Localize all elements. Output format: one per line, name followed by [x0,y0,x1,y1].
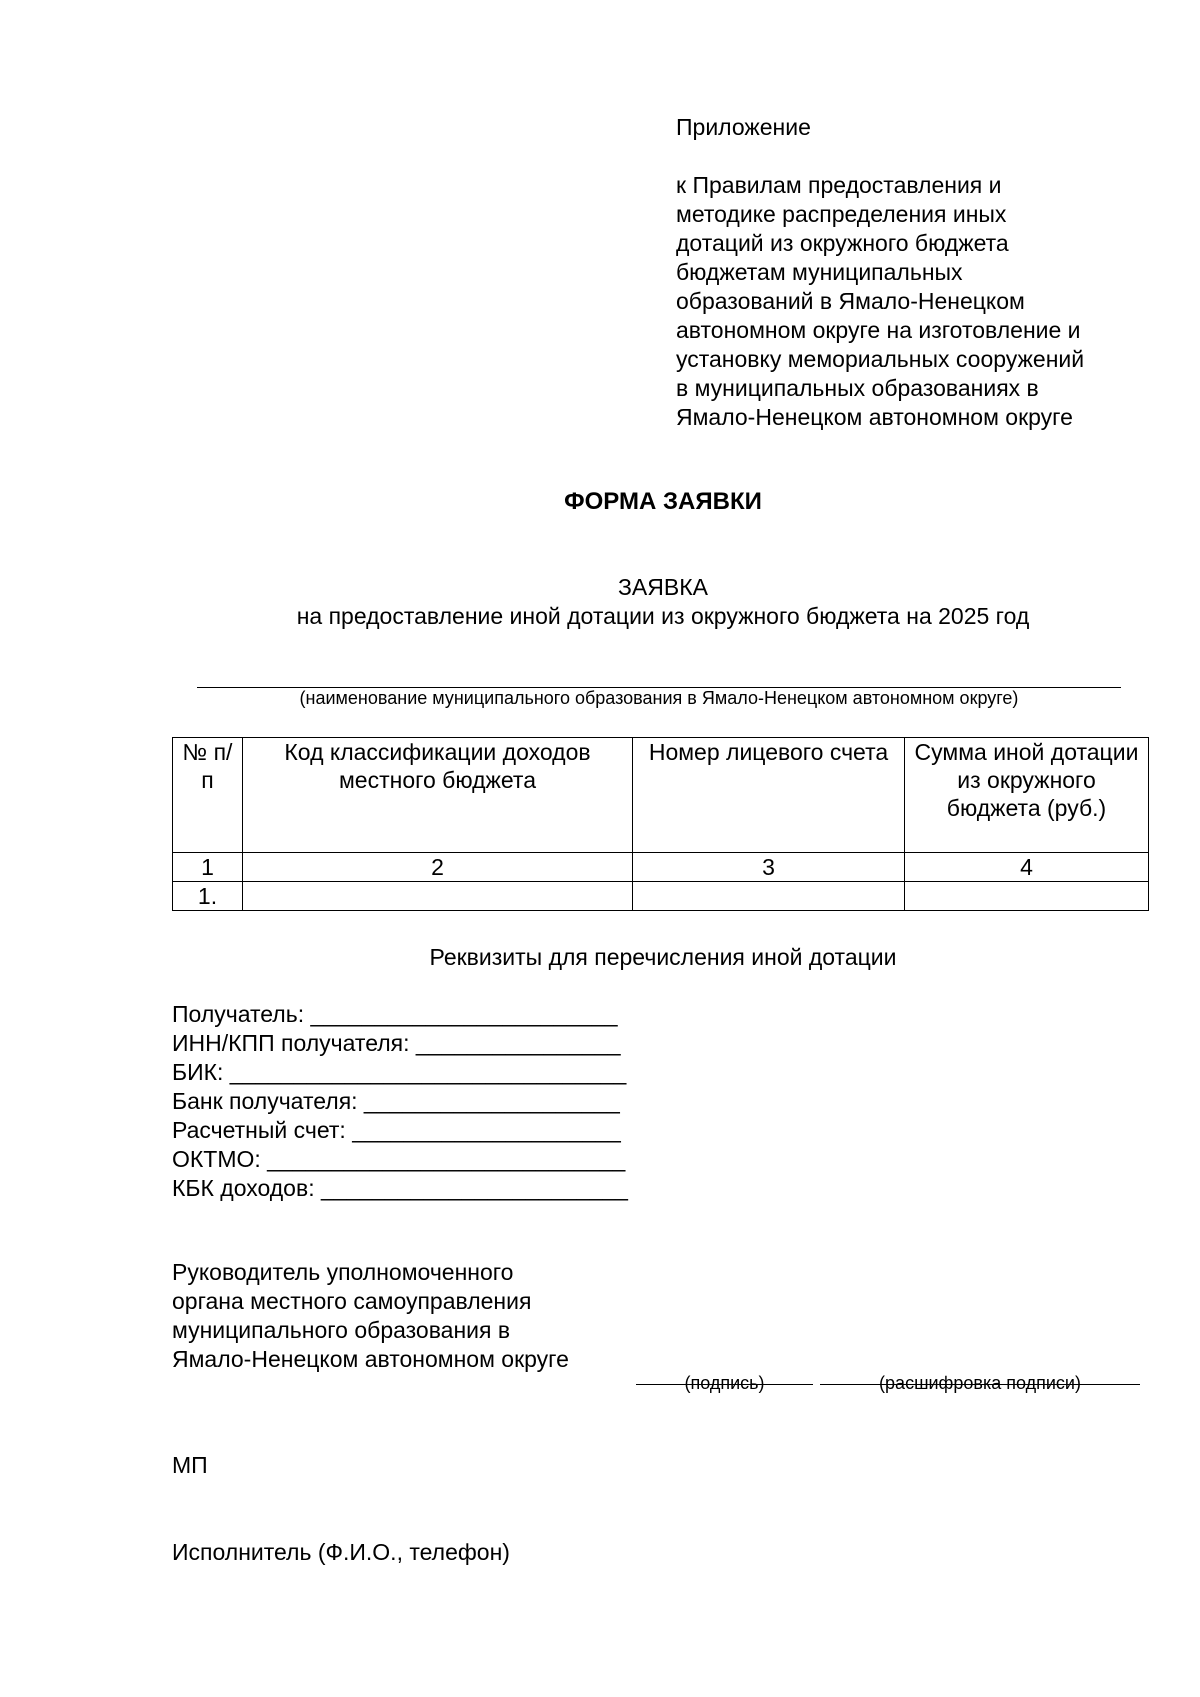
column-number: 1 [173,853,243,882]
requisites-list [172,1000,772,1203]
head-signature-text: Руководитель уполномоченного органа местного самоуправления муниципального образования в Ямало-Ненецком автономном округе [172,1259,569,1372]
table-row [173,882,1149,911]
table-header-cell: Номер лицевого счета [633,738,905,853]
requisite-recipient[interactable]: Получатель: ________________________ [172,1001,618,1027]
application-title: ЗАЯВКА [618,574,708,600]
appendix-title: Приложение [676,114,811,140]
signature-decoding-caption: (расшифровка подписи) [879,1373,1081,1393]
column-number: 4 [905,853,1149,882]
table-cell: 1. [173,882,243,911]
table-cell-input[interactable] [243,882,633,911]
executor-label: Исполнитель (Ф.И.О., телефон) [172,1539,510,1565]
application-subtitle: на предоставление иной дотации из окружного бюджета на 2025 год [296,603,1030,629]
requisite-inn-kpp[interactable]: ИНН/КПП получателя: ________________ [172,1030,621,1056]
appendix-block [676,113,1176,432]
requisite-account[interactable]: Расчетный счет: _____________________ [172,1117,621,1143]
appendix-text: к Правилам предоставления и методике распределения иных дотаций из окружного бюджета бюджетам муниципальных образований в Ямало-Ненецком автономном округе на изготовление и установку мемориальных сооружений в муниципальных образованиях в Ямало-Ненецком автономном округе [676,172,1085,430]
table-header-cell: Код классификации доходов местного бюджета [243,738,633,853]
table-cell-input[interactable] [633,882,905,911]
table-header-cell: № п/п [173,738,243,853]
column-number: 2 [243,853,633,882]
application-table [172,737,1149,911]
table-header-row [173,738,1149,853]
requisite-oktmo[interactable]: ОКТМО: ____________________________ [172,1146,626,1172]
form-title: ФОРМА ЗАЯВКИ [564,488,762,515]
stamp-label: МП [172,1452,208,1478]
requisite-bik[interactable]: БИК: _______________________________ [172,1059,627,1085]
requisites-title: Реквизиты для перечисления иной дотации [429,944,897,970]
municipality-caption: (наименование муниципального образования в Ямало-Ненецком автономном округе) [299,688,1019,708]
column-number: 3 [633,853,905,882]
table-column-numbers-row [173,853,1149,882]
table-header-cell: Сумма иной дотации из окружного бюджета (руб.) [905,738,1149,853]
requisite-bank[interactable]: Банк получателя: ____________________ [172,1088,620,1114]
table-cell-input[interactable] [905,882,1149,911]
requisite-kbk[interactable]: КБК доходов: ________________________ [172,1175,628,1201]
signature-caption: (подпись) [684,1373,765,1393]
